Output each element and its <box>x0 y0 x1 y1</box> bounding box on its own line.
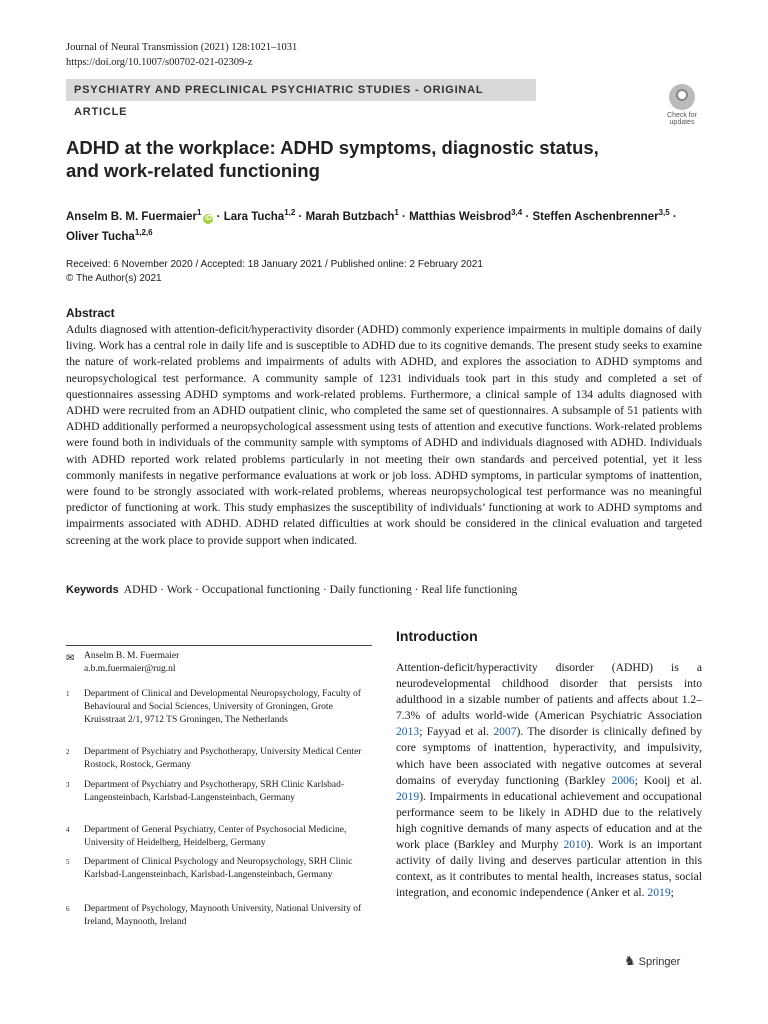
author[interactable]: Marah Butzbach$^1$ <box>305 208 399 223</box>
citation-link[interactable]: 2010 <box>563 838 587 852</box>
orcid-icon[interactable]: iD <box>204 214 212 222</box>
abstract-heading: Abstract <box>66 306 115 320</box>
correspondence <box>66 650 372 676</box>
author[interactable]: Steffen Aschenbrenner$^{3,5}$ <box>532 208 670 223</box>
affiliation: 5 Department of Clinical Psychology and Neuropsychology, SRH Clinic Karlsbad-Langensteinbach, Karlsbad-Langensteinbach, Germany <box>66 857 353 880</box>
introduction-text: Attention-deficit/hyperactivity disorder (ADHD) is a neurodevelopmental childhood disorder that persists into adulthood in a sizable number of patients and affects about 1.2–7.3% of adults world-wide (American Psychiatric Association 2013; Fayyad et al. 2007). The disorder is clinically defined by core symptoms of inattention, hyperactivity, and impulsivity, which have been associated with negative outcomes at several domains of everyday functioning (Barkley 2006; Kooij et al. 2019). Impairments in educational achievement and occupational performance seem to be likely in ADHD due to the relatively high cognitive demands of many aspects of education and at the work place (Barkley and Murphy 2010). Work is an important activity of daily living and deserves particular attention in this context, as it contributes to mental health, increases status, social integration, and economic independence (Anker et al. 2019; <box>396 661 703 900</box>
title-line-2: and work-related functioning <box>66 160 320 181</box>
citation-link[interactable]: 2006 <box>611 773 635 787</box>
publisher-logo <box>624 953 680 969</box>
author[interactable]: Lara Tucha$^{1,2}$ <box>223 208 296 223</box>
article-title <box>66 136 626 182</box>
author[interactable]: Matthias Weisbrod$^{3,4}$ <box>409 208 523 223</box>
citation-link[interactable]: 2007 <box>493 725 517 739</box>
publisher-name: Springer <box>638 956 681 968</box>
affiliation: 3 Department of Psychiatry and Psychotherapy, SRH Clinic Karlsbad-Langensteinbach, Karlsbad-Langensteinbach, Germany <box>66 780 345 803</box>
citation-link[interactable]: 2019 <box>396 789 420 803</box>
corresponding-email[interactable]: a.b.m.fuermaier@rug.nl <box>84 664 176 674</box>
author[interactable]: Anselm B. M. Fuermaier$^1$ <box>66 208 202 223</box>
abstract-text: Adults diagnosed with attention-deficit/hyperactivity disorder (ADHD) commonly experience impairments in multiple domains of daily living. Work has a central role in daily life and is susceptible to ADHD due to its cognitive demands. The present study seeks to examine the nature of work-related problems and impairments of adults with ADHD, and explores the association to ADHD symptoms and neuropsychological test performance. A community sample of 1231 individuals took part in this study and completed a set of questionnaires assessing ADHD symptoms and work-related problems. Furthermore, a clinical sample of 134 adults diagnosed with ADHD were recruited from an ADHD outpatient clinic, who completed the same set of questionnaires. A subsample of 51 patients with ADHD additionally performed a neuropsychological assessment using tests of attention and executive functions. Work-related problems were found both in individuals of the community sample with symptoms of ADHD and individuals diagnosed with ADHD. Individuals with ADHD reported work related problems particularly in not meeting their own standards and perceived potential, yet it less commonly manifests in negative performance evaluations at work or job loss. ADHD symptoms, in particular symptoms of inattention, were found to be strongly associated with work-related problems, whereas neuropsychological test performance was no meaningful predictor of functioning at work. This study emphasizes the susceptibility of individuals’ functioning at work to ADHD symptoms and impairments associated with ADHD. ADHD related difficulties at work should be considered in the clinical evaluation and targeted screening at the work place to provide support when indicated. <box>66 323 702 547</box>
springer-horse-icon: ♞ <box>624 953 636 968</box>
author-list: Anselm B. M. Fuermaier$^1$iD · Lara Tucha$^{1,2}$ · Marah Butzbach$^1$ · Matthias Weisbrod$^{3,4}$ · Steffen Aschenbrenner$^{3,5}$ · Oliver Tucha$^{1,2,6}$ <box>66 208 677 243</box>
doi-line[interactable]: https://doi.org/10.1007/s00702-021-02309-z <box>66 57 253 68</box>
envelope-icon: ✉ <box>66 653 75 664</box>
affiliation: 6 Department of Psychology, Maynooth University, National University of Ireland, Maynooth, Ireland <box>66 904 362 927</box>
affiliation: 2 Department of Psychiatry and Psychotherapy, University Medical Center Rostock, Rostock, Germany <box>66 747 362 770</box>
copyright-line: © The Author(s) 2021 <box>66 273 162 284</box>
title-line-1: ADHD at the workplace: ADHD symptoms, diagnostic status, <box>66 137 599 158</box>
section-banner: PSYCHIATRY AND PRECLINICAL PSYCHIATRIC STUDIES - ORIGINAL ARTICLE <box>66 79 536 101</box>
citation-link[interactable]: 2019 <box>647 886 671 900</box>
author[interactable]: Oliver Tucha$^{1,2,6}$ <box>66 227 153 243</box>
footnote-divider <box>66 645 372 646</box>
publication-dates <box>66 258 483 286</box>
check-updates-icon <box>669 84 695 110</box>
introduction-heading: Introduction <box>396 628 478 644</box>
keywords-label: Keywords <box>66 584 119 596</box>
keywords <box>66 582 706 598</box>
citation-link[interactable]: 2013 <box>396 725 420 739</box>
check-updates-label-2: updates <box>669 119 695 126</box>
check-updates-label: Check for <box>667 112 697 119</box>
affiliation: 4 Department of General Psychiatry, Center of Psychosocial Medicine, University of Heidelberg, Heidelberg, Germany <box>66 825 347 848</box>
keywords-text: ADHD · Work · Occupational functioning · Daily functioning · Real life functioning <box>123 583 518 596</box>
corresponding-author: Anselm B. M. Fuermaier <box>84 651 180 661</box>
dates-line: Received: 6 November 2020 / Accepted: 18 January 2021 / Published online: 2 February 2021 <box>66 259 483 270</box>
check-for-updates-badge[interactable] <box>664 84 700 124</box>
journal-citation <box>66 40 297 70</box>
affiliation: 1 Department of Clinical and Developmental Neuropsychology, Faculty of Behavioural and Social Sciences, University of Groningen, Grote Kruisstraat 2/1, 9712 TS Groningen, The Netherlands <box>66 689 361 725</box>
journal-line: Journal of Neural Transmission (2021) 128:1021–1031 <box>66 42 298 53</box>
